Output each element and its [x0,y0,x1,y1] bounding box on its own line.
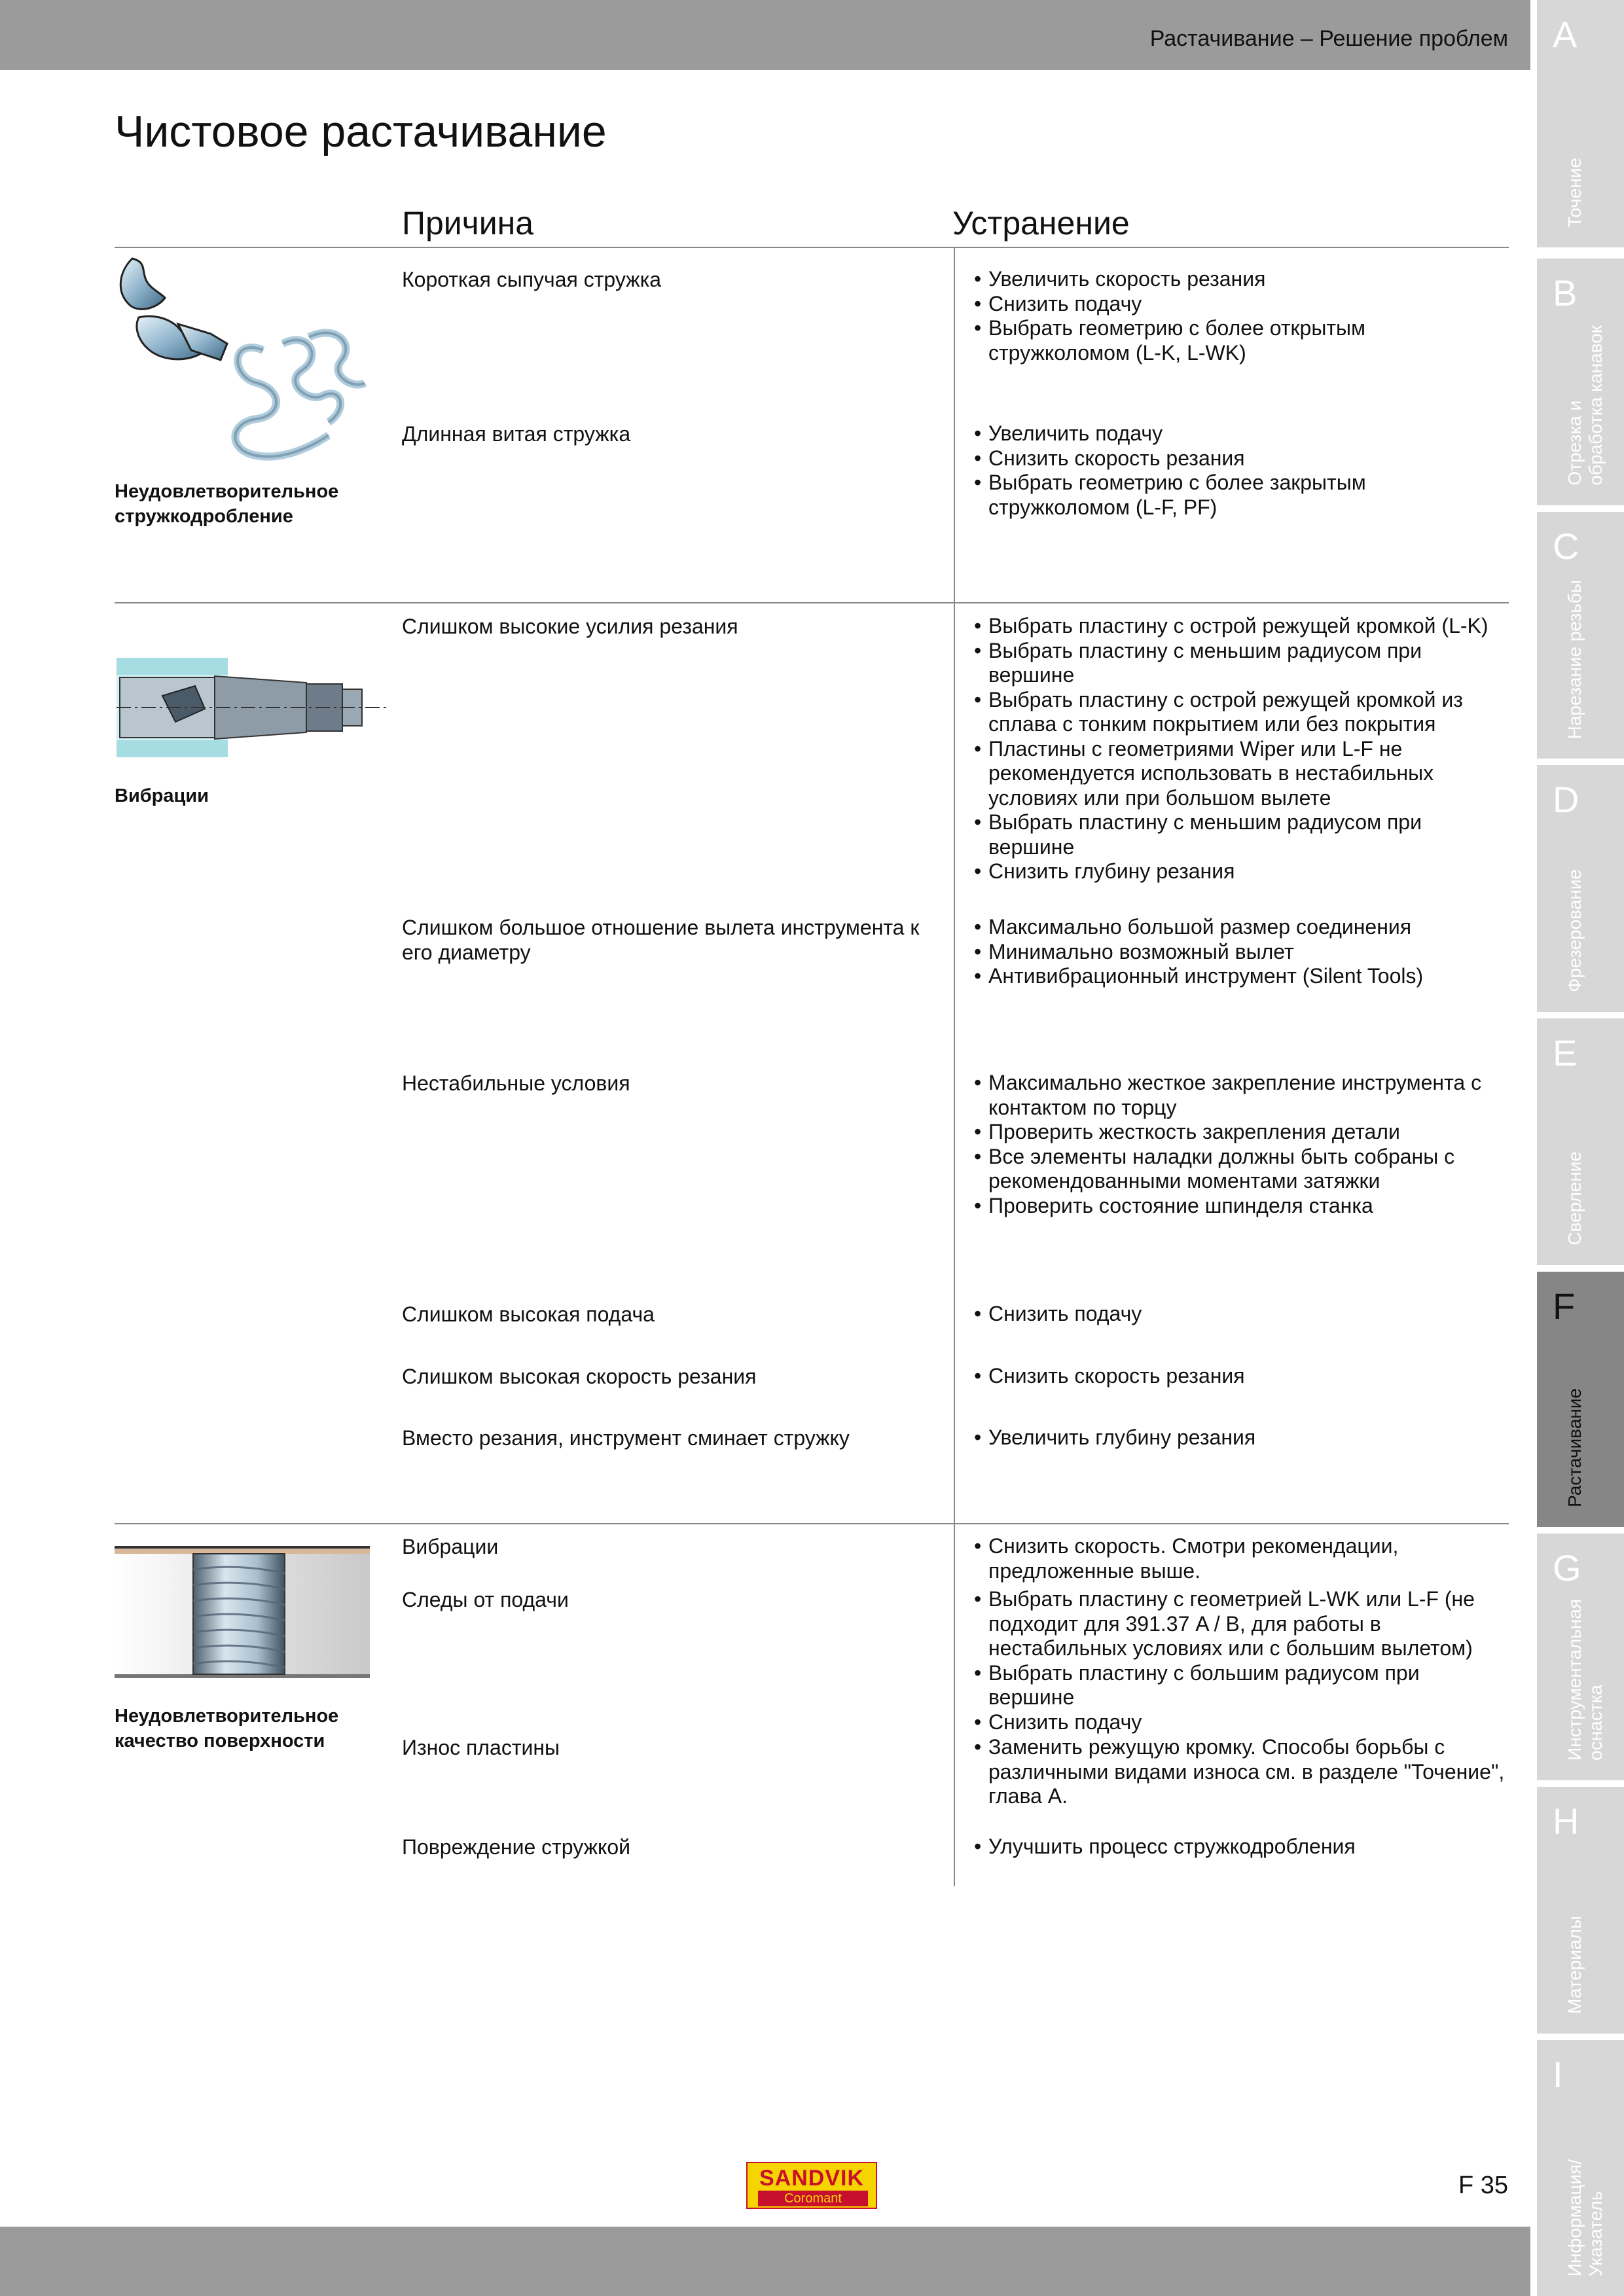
remedy-item: • Проверить состояние шпинделя станка [974,1194,1511,1219]
sandvik-logo [746,2162,877,2209]
tab-letter: D [1553,779,1579,820]
cause-text: Вместо резания, инструмент сминает стружку [402,1426,850,1450]
page-number: F 35 [1458,2172,1509,2199]
remedy-list [974,1534,1511,1583]
group-caption: Неудовлетворительное стружкодробление [115,481,339,527]
group-caption: Вибрации [115,785,209,806]
remedy-item: • Снизить скорость. Смотри рекомендации, предложенные выше. [974,1534,1511,1583]
logo-subtitle: Coromant [758,2191,868,2206]
tab-letter: H [1553,1801,1579,1842]
bore-surface-illustration [115,1543,370,1681]
remedy-item: • Снизить подачу [974,292,1511,317]
remedy-list [974,422,1511,520]
remedy-item: • Увеличить подачу [974,422,1511,446]
remedy-item: • Снизить подачу [974,1302,1511,1327]
logo-wordmark: SANDVIK [759,2166,865,2191]
remedy-list [974,915,1511,989]
cause-text: Длинная витая стружка [402,422,631,446]
remedy-item: • Выбрать геометрию с более закрытым стружколомом (L-F, PF) [974,471,1511,520]
tab-e[interactable] [1537,1018,1624,1265]
boring-bar-illustration [117,656,391,761]
tab-i[interactable] [1537,2040,1624,2296]
tab-label: Точение [1564,158,1585,228]
remedy-list [974,614,1511,884]
table-rule [115,602,1509,603]
tab-letter: B [1553,272,1578,314]
remedy-list [974,1364,1511,1389]
cause-text: Слишком высокие усилия резания [402,615,738,638]
remedy-list [974,1587,1511,1734]
remedy-item: • Минимально возможный вылет [974,940,1511,965]
remedy-item: • Снизить скорость резания [974,446,1511,471]
cause-text: Нестабильные условия [402,1071,630,1095]
remedy-item: • Заменить режущую кромку. Способы борьбы с различными видами износа см. в разделе "Точение", глава A. [974,1735,1511,1809]
remedy-item: • Улучшить процесс стружкодробления [974,1835,1511,1859]
column-header-cause: Причина [402,205,534,242]
footer-bar [0,2227,1530,2296]
remedy-item: • Антивибрационный инструмент (Silent Tools) [974,964,1511,989]
tab-f[interactable] [1537,1272,1624,1527]
tab-letter: A [1553,14,1578,55]
table-rule [115,1523,1509,1524]
remedy-item: • Снизить скорость резания [974,1364,1511,1389]
remedy-list [974,1071,1511,1218]
remedy-item: • Выбрать геометрию с более открытым стружколомом (L-K, L-WK) [974,316,1511,365]
remedy-item: • Снизить подачу [974,1710,1511,1735]
remedy-list [974,1835,1511,1859]
remedy-item: • Выбрать пластину с большим радиусом при вершине [974,1661,1511,1710]
remedy-list [974,1426,1511,1450]
tab-letter: G [1553,1547,1581,1588]
cause-text: Слишком высокая скорость резания [402,1365,757,1388]
remedy-list [974,1735,1511,1809]
remedy-item: • Увеличить скорость резания [974,267,1511,292]
column-header-remedy: Устранение [952,205,1130,242]
tab-label: Материалы [1564,1916,1585,2014]
tab-letter: E [1553,1032,1578,1073]
tab-letter: F [1553,1285,1576,1327]
remedy-item: • Выбрать пластину с меньшим радиусом при вершине [974,639,1511,688]
table-rule [115,247,1509,248]
tab-d[interactable] [1537,765,1624,1012]
tab-a[interactable] [1537,0,1624,247]
tab-letter: C [1553,526,1579,567]
tab-g[interactable] [1537,1534,1624,1780]
column-divider [954,247,955,1886]
tab-label: Фрезерование [1564,869,1585,992]
remedy-list [974,267,1511,365]
remedy-item: • Пластины с геометриями Wiper или L-F не рекомендуется использовать в нестабильных условиях или при большом вылете [974,737,1511,811]
remedy-item: • Все элементы наладки должны быть собраны с рекомендованными моментами затяжки [974,1145,1511,1194]
remedy-item: • Выбрать пластину с острой режущей кромкой из сплава с тонким покрытием или без покрытия [974,688,1511,737]
remedy-item: • Проверить жесткость закрепления детали [974,1120,1511,1145]
tab-b[interactable] [1537,259,1624,505]
tab-c[interactable] [1537,512,1624,759]
cause-text: Слишком большое отношение вылета инструмента к его диаметру [402,916,920,964]
group-caption: Неудовлетворительное качество поверхности [115,1706,339,1751]
chip-illustration [113,252,388,478]
tab-label: Нарезание резьбы [1564,579,1585,739]
remedy-item: • Выбрать пластину с меньшим радиусом при вершине [974,810,1511,859]
cause-text: Вибрации [402,1535,499,1558]
page-title: Чистовое растачивание [115,107,607,156]
tab-letter: I [1553,2054,1563,2095]
tab-label: Информация/ Указатель [1564,2159,1606,2276]
tab-label: Сверление [1564,1151,1585,1246]
remedy-item: • Увеличить глубину резания [974,1426,1511,1450]
remedy-list [974,1302,1511,1327]
cause-text: Повреждение стружкой [402,1835,631,1859]
cause-text: Следы от подачи [402,1588,569,1611]
remedy-item: • Максимально жесткое закрепление инструмента с контактом по торцу [974,1071,1511,1120]
cause-text: Износ пластины [402,1736,560,1759]
remedy-item: • Выбрать пластину с геометрией L-WK или L-F (не подходит для 391.37 A / B, для работы в нестабильных условиях или с большим вылетом) [974,1587,1511,1661]
tab-label: Инструментальная оснастка [1564,1599,1606,1761]
tab-label: Отрезка и обработка канавок [1564,325,1606,486]
cause-text: Короткая сыпучая стружка [402,268,662,291]
remedy-item: • Снизить глубину резания [974,859,1511,884]
remedy-item: • Выбрать пластину с острой режущей кромкой (L-K) [974,614,1511,639]
cause-text: Слишком высокая подача [402,1302,655,1326]
tab-label: Растачивание [1564,1388,1585,1507]
section-title: Растачивание – Решение проблем [1149,26,1508,51]
tab-h[interactable] [1537,1787,1624,2034]
remedy-item: • Максимально большой размер соединения [974,915,1511,940]
